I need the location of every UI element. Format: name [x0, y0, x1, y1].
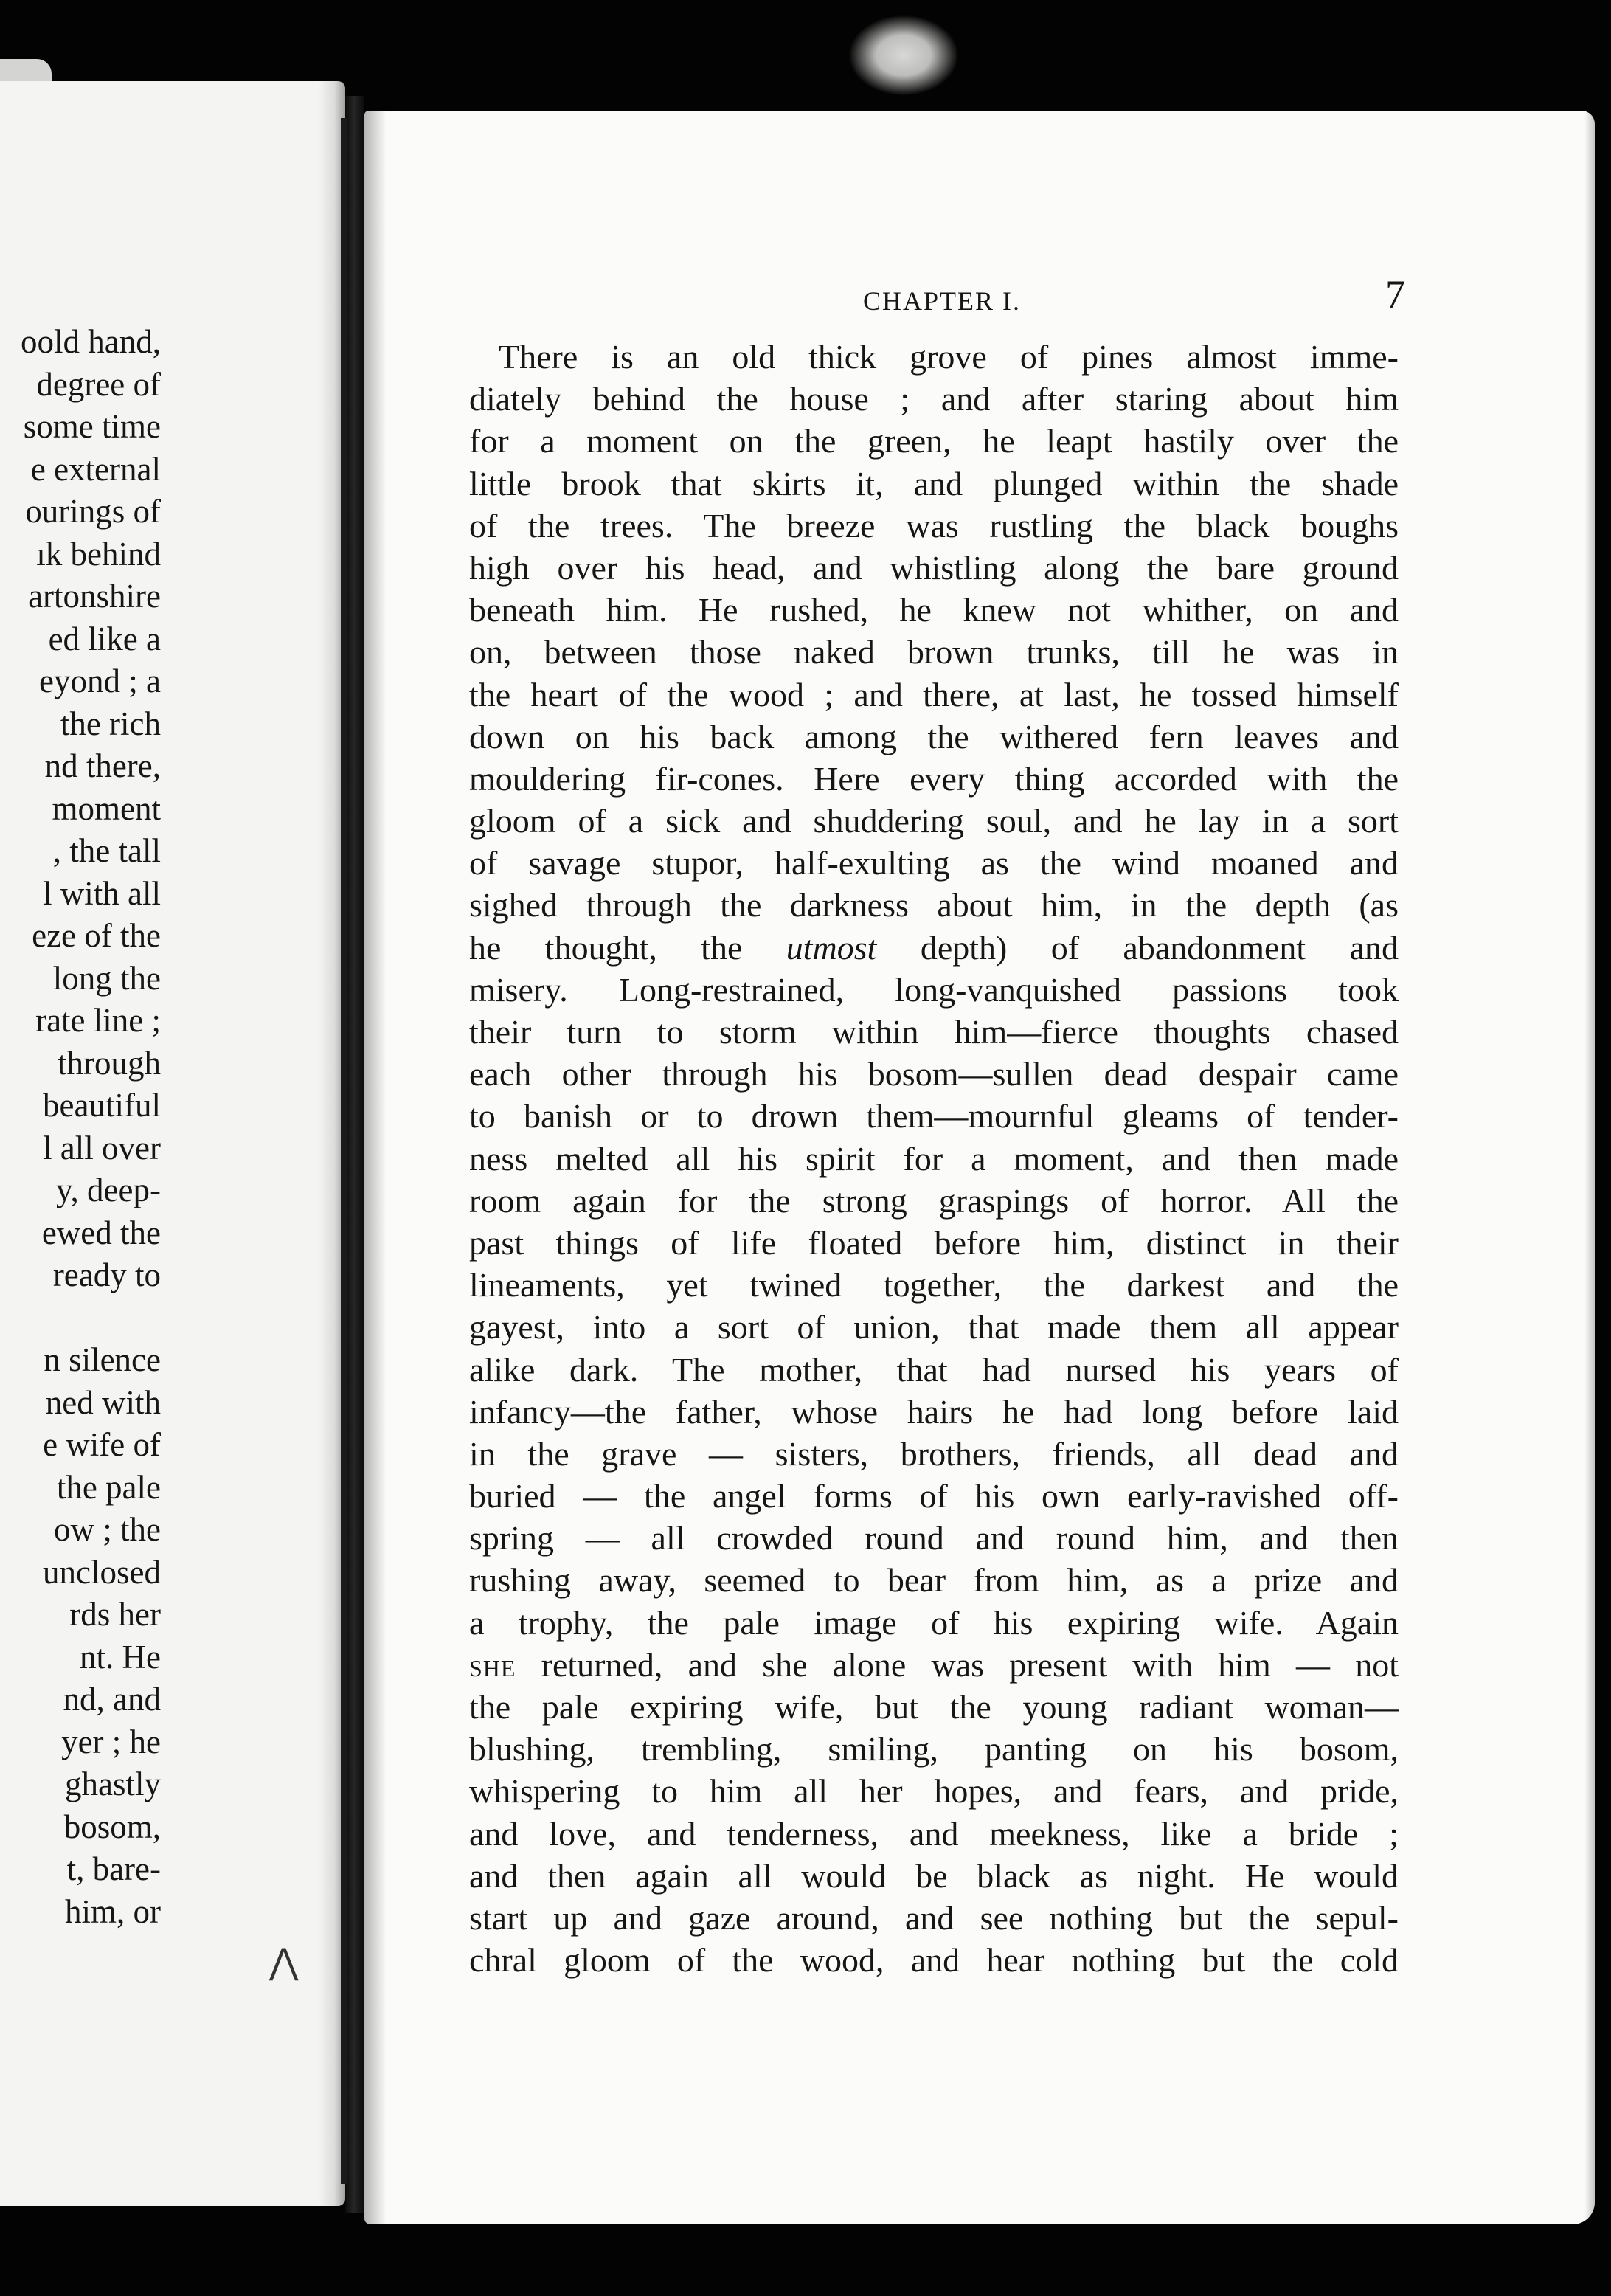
body-text-line: a trophy, the pale image of his expiring wife. Again	[469, 1603, 1399, 1642]
body-text-line: spring — all crowded round and round him, and then	[469, 1519, 1399, 1557]
body-text-line: and love, and tenderness, and meekness, like a bride ;	[469, 1814, 1399, 1853]
scan-blot	[848, 15, 959, 96]
left-page-line: ghastly	[65, 1766, 161, 1802]
left-page-line: rds her	[69, 1596, 161, 1633]
body-text-line: gloom of a sick and shuddering soul, and he lay in a sort	[469, 802, 1399, 840]
body-text-line: he thought, the utmost depth) of abandonment and	[469, 928, 1399, 967]
body-text-line: for a moment on the green, he leapt hastily over the	[469, 422, 1399, 460]
body-text-line: gayest, into a sort of union, that made them all appear	[469, 1308, 1399, 1346]
left-page-line: nd, and	[63, 1681, 161, 1718]
body-text-line: diately behind the house ; and after staring about him	[469, 380, 1399, 418]
body-text-line: little brook that skirts it, and plunged within the shade	[469, 464, 1399, 502]
left-page-line: oold hand,	[21, 323, 161, 360]
left-page-line: ned with	[45, 1383, 161, 1421]
left-page-line: yer ; he	[61, 1723, 161, 1760]
body-text-line: blushing, trembling, smiling, panting on his bosom,	[469, 1730, 1399, 1768]
left-page-line: ready to	[52, 1256, 161, 1293]
left-page-line: bosom,	[63, 1808, 161, 1845]
left-page-line: ed like a	[48, 620, 161, 657]
body-text-line: room again for the strong graspings of horror. All the	[469, 1181, 1399, 1220]
body-text-line: she returned, and she alone was present with him — not	[469, 1645, 1399, 1684]
body-text-line: chral gloom of the wood, and hear nothing but the cold	[469, 1941, 1399, 1979]
left-page-line: ewed the	[41, 1214, 161, 1251]
body-text-line: alike dark. The mother, that had nursed his years of	[469, 1350, 1399, 1389]
body-text-line: buried — the angel forms of his own early-ravished off-	[469, 1477, 1399, 1515]
body-text-line: of savage stupor, half-exulting as the wind moaned and	[469, 844, 1399, 882]
body-text-line: There is an old thick grove of pines almost imme-	[499, 338, 1399, 376]
body-text-line: misery. Long-restrained, long-vanquished passions took	[469, 970, 1399, 1009]
page-right-edge	[1584, 111, 1595, 2224]
left-page-line: the pale	[56, 1468, 161, 1506]
left-page-line: long the	[52, 959, 161, 997]
left-page-line: ow ; the	[54, 1511, 161, 1548]
left-page-line: artonshire	[28, 578, 161, 615]
left-page-line: l all over	[43, 1129, 161, 1166]
body-text-line: and then again all would be black as night. He would	[469, 1856, 1399, 1895]
left-page-line: some time	[23, 408, 161, 445]
body-text-line: the heart of the wood ; and there, at last, he tossed himself	[469, 675, 1399, 713]
italic-word: utmost	[786, 928, 877, 967]
body-text-line: start up and gaze around, and see nothing but the sepul-	[469, 1898, 1399, 1937]
body-text-line: whispering to him all her hopes, and fears, and pride,	[469, 1772, 1399, 1811]
body-text-line: sighed through the darkness about him, in the depth (as	[469, 886, 1399, 924]
left-page-line: e external	[30, 450, 161, 488]
left-page-line: n silence	[44, 1341, 161, 1378]
body-text-line: mouldering fir-cones. Here every thing accorded with the	[469, 759, 1399, 798]
body-text-line: high over his head, and whistling along the bare ground	[469, 548, 1399, 587]
body-text-line: infancy—the father, whose hairs he had long before laid	[469, 1392, 1399, 1431]
left-page-line: eyond ; a	[39, 663, 161, 699]
left-page-line: degree of	[36, 365, 161, 403]
body-text-line: rushing away, seemed to bear from him, as a prize and	[469, 1561, 1399, 1600]
left-page-line: moment	[52, 789, 161, 827]
left-page-text	[0, 321, 161, 1933]
left-facing-page	[0, 81, 345, 2206]
body-text-line: down on his back among the withered fern leaves and	[469, 717, 1399, 755]
body-text-line: each other through his bosom—sullen dead despair came	[469, 1055, 1399, 1093]
body-text-line: the pale expiring wife, but the young radiant woman—	[469, 1688, 1399, 1726]
scan-mark: ⋀	[269, 1943, 299, 1982]
left-page-line: t, bare-	[66, 1850, 161, 1887]
left-page-line: l with all	[43, 874, 161, 912]
left-page-line: the rich	[60, 705, 161, 742]
page-number: 7	[1385, 272, 1405, 317]
left-page-line: ık behind	[36, 535, 161, 573]
left-page-line: nt. He	[80, 1638, 161, 1676]
left-page-line: nd there,	[44, 747, 161, 784]
body-text-line: lineaments, yet twined together, the darkest and the	[469, 1266, 1399, 1304]
binding-edge	[341, 118, 347, 2184]
body-text-line: to banish or to drown them—mournful gleams of tender-	[469, 1097, 1399, 1135]
body-text-line: their turn to storm within him—fierce thoughts chased	[469, 1013, 1399, 1051]
left-page-line: y, deep-	[55, 1172, 161, 1208]
page-edge-shadow	[364, 111, 387, 2224]
left-page-line: him, or	[65, 1892, 161, 1930]
body-text	[469, 336, 1399, 1981]
book-binding	[345, 96, 364, 2213]
body-text-line: ness melted all his spirit for a moment, and then made	[469, 1139, 1399, 1178]
left-page-line: through	[58, 1044, 161, 1082]
left-page-line: beautiful	[43, 1087, 161, 1124]
left-page-line: , the tall	[52, 832, 161, 869]
left-page-line: unclosed	[43, 1553, 161, 1591]
left-page-line: rate line ;	[35, 1002, 161, 1039]
running-head: CHAPTER I.	[863, 286, 1022, 316]
left-page-line	[0, 1297, 161, 1340]
body-text-line: past things of life floated before him, distinct in their	[469, 1223, 1399, 1262]
body-text-line: on, between those naked brown trunks, till he was in	[469, 633, 1399, 671]
body-text-line: of the trees. The breeze was rustling the black boughs	[469, 506, 1399, 544]
body-text-line: in the grave — sisters, brothers, friends, all dead and	[469, 1434, 1399, 1473]
left-page-line: e wife of	[43, 1426, 161, 1463]
left-page-line: eze of the	[32, 917, 161, 954]
body-text-line: beneath him. He rushed, he knew not whither, on and	[469, 591, 1399, 629]
left-page-line: ourings of	[25, 493, 161, 530]
small-caps-word: she	[469, 1645, 516, 1684]
